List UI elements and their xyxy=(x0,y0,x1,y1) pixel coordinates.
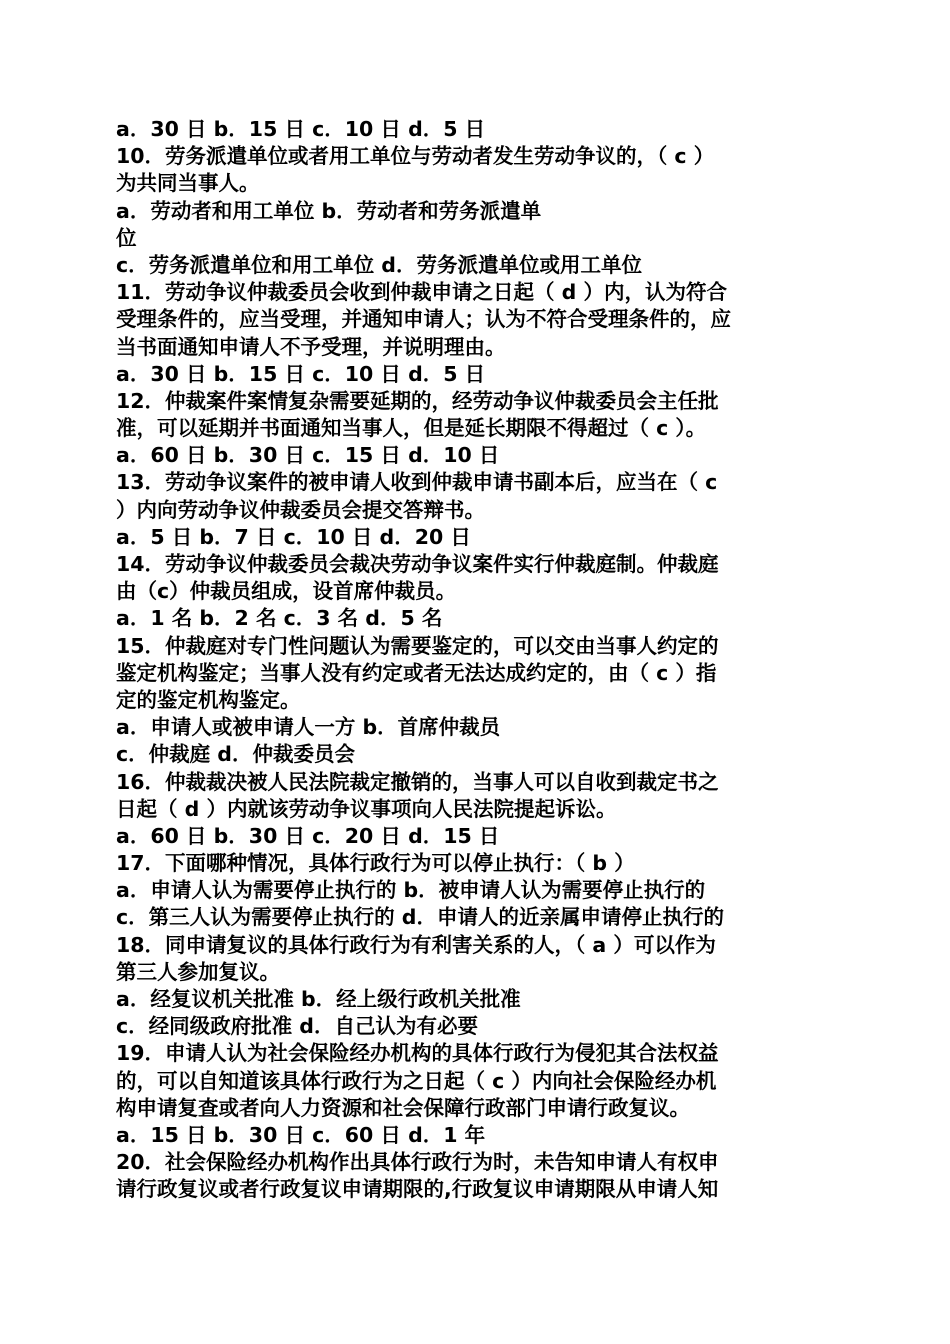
text-line: a．60 日 b．30 日 c．20 日 d．15 日 xyxy=(116,823,500,848)
text-line: 日起（ d ）内就该劳动争议事项向人民法院提起诉讼。 xyxy=(116,796,617,821)
text-line: 当书面通知申请人不予受理，并说明理由。 xyxy=(116,334,506,359)
text-line: c．仲裁庭 d．仲裁委员会 xyxy=(116,742,355,767)
document-body xyxy=(116,116,836,1204)
text-line: 为共同当事人。 xyxy=(116,171,260,196)
text-line: 受理条件的，应当受理，并通知申请人；认为不符合受理条件的，应 xyxy=(116,307,731,332)
text-line: 16．仲裁裁决被人民法院裁定撤销的，当事人可以自收到裁定书之 xyxy=(116,769,719,794)
text-line: 鉴定机构鉴定；当事人没有约定或者无法达成约定的，由（ c ）指 xyxy=(116,660,717,685)
text-line: a．15 日 b．30 日 c．60 日 d．1 年 xyxy=(116,1122,486,1147)
text-line: 18．同申请复议的具体行政行为有利害关系的人，（ a ）可以作为 xyxy=(116,932,716,957)
text-line: 第三人参加复议。 xyxy=(116,959,280,984)
text-line: 12．仲裁案件案情复杂需要延期的，经劳动争议仲裁委员会主任批 xyxy=(116,388,719,413)
text-line: c．经同级政府批准 d．自己认为有必要 xyxy=(116,1014,478,1039)
text-line: 17．下面哪种情况，具体行政行为可以停止执行：（ b ） xyxy=(116,851,635,876)
text-line: 19．申请人认为社会保险经办机构的具体行政行为侵犯其合法权益 xyxy=(116,1041,719,1066)
text-line: c．第三人认为需要停止执行的 d．申请人的近亲属申请停止执行的 xyxy=(116,905,724,930)
text-line: 定的鉴定机构鉴定。 xyxy=(116,687,301,712)
text-line: 构申请复查或者向人力资源和社会保障行政部门申请行政复议。 xyxy=(116,1095,690,1120)
text-line: a．劳动者和用工单位 b．劳动者和劳务派遣单 xyxy=(116,198,542,223)
text-line: a．申请人认为需要停止执行的 b．被申请人认为需要停止执行的 xyxy=(116,878,706,903)
text-line: 准，可以延期并书面通知当事人，但是延长期限不得超过（ c ）。 xyxy=(116,416,707,441)
text-line: 15．仲裁庭对专门性问题认为需要鉴定的，可以交由当事人约定的 xyxy=(116,633,719,658)
text-line: 10．劳务派遣单位或者用工单位与劳动者发生劳动争议的，（ c ） xyxy=(116,144,715,169)
text-line: ）内向劳动争议仲裁委员会提交答辩书。 xyxy=(116,497,485,522)
text-line: 由（c）仲裁员组成，设首席仲裁员。 xyxy=(116,579,457,604)
text-line: 请行政复议或者行政复议申请期限的,行政复议申请期限从申请人知 xyxy=(116,1177,719,1202)
text-line: c．劳务派遣单位和用工单位 d．劳务派遣单位或用工单位 xyxy=(116,252,642,277)
text-line: a．30 日 b．15 日 c．10 日 d．5 日 xyxy=(116,117,486,141)
text-line: 20．社会保险经办机构作出具体行政行为时，未告知申请人有权申 xyxy=(116,1150,719,1175)
text-line: a．5 日 b．7 日 c．10 日 d．20 日 xyxy=(116,524,471,549)
text-line: 14．劳动争议仲裁委员会裁决劳动争议案件实行仲裁庭制。仲裁庭 xyxy=(116,552,719,576)
text-line: a．1 名 b．2 名 c．3 名 d．5 名 xyxy=(116,606,443,631)
text-line: a．30 日 b．15 日 c．10 日 d．5 日 xyxy=(116,361,486,386)
text-line: a．经复议机关批准 b．经上级行政机关批准 xyxy=(116,987,521,1011)
text-line: 位 xyxy=(116,225,137,250)
text-line: 的，可以自知道该具体行政行为之日起（ c ）内向社会保险经办机 xyxy=(116,1068,717,1093)
text-line: 13．劳动争议案件的被申请人收到仲裁申请书副本后，应当在（ c xyxy=(116,470,718,495)
text-line: 11．劳动争议仲裁委员会收到仲裁申请之日起（ d ）内，认为符合 xyxy=(116,280,727,305)
text-line: a．申请人或被申请人一方 b．首席仲裁员 xyxy=(116,715,501,740)
text-line: a．60 日 b．30 日 c．15 日 d．10 日 xyxy=(116,443,500,468)
